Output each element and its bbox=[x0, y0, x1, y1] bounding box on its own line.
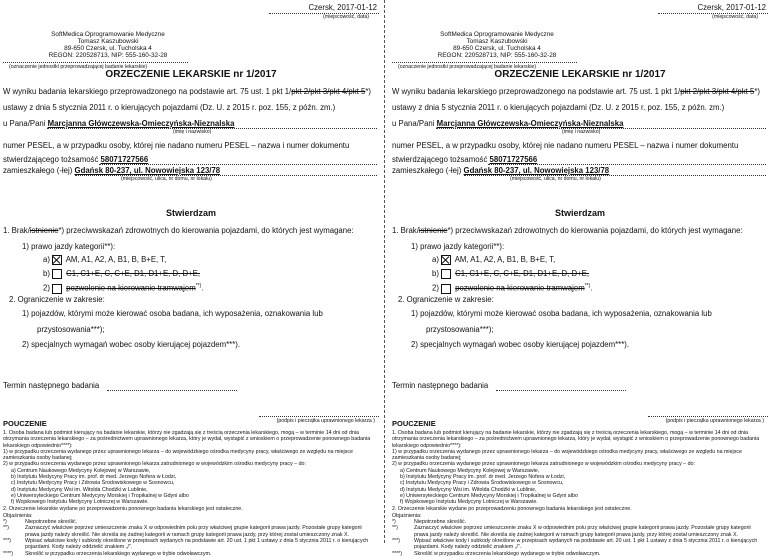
list-item: b) Instytutu Medycyny Pracy im. prof. dr med. Jerzego Nofera w Łodzi, bbox=[11, 474, 177, 481]
notes-body bbox=[392, 430, 766, 557]
item-2-1: 1) pojazdów, którymi może kierować osoba badana, ich wyposażenia, oznakowania lub bbox=[411, 309, 712, 318]
notes-p1: 1. Osoba badana lub podmiot kierujący na badanie lekarskie, którzy nie zgadzają się z treścią orzeczenia lekarskiego, mogą – w terminie 14 dni od dnia otrzymania orzeczenia lekarskiego – za pośrednictwem uprawnionego lekarza, który je wydał, wystąpić z wnioskiem o przeprowadzenie ponownego badania lekarskiego odpowiednio****): bbox=[3, 430, 371, 449]
item-1-1: 1) prawo jazdy kategorii**): bbox=[411, 242, 505, 251]
org-person: Tomasz Kaszubowski bbox=[77, 38, 139, 45]
signature-caption: (podpis i pieczątka uprawnionego lekarza ) bbox=[665, 418, 764, 424]
pesel-line-1: numer PESEL, a w przypadku osoby, której nie nadano numeru PESEL – nazwa i numer dokumentu bbox=[392, 141, 739, 150]
page-divider bbox=[384, 0, 385, 543]
list-item: d) Instytutu Medycyny Wsi im. Witolda Chodźki w Lublinie, bbox=[11, 486, 148, 493]
item-1-2: 2) pozwolenie na kierowanie tramwajem**). bbox=[432, 283, 593, 293]
expl-item: **) Zaznaczyć właściwe poprzez umieszczenie znaku X w odpowiednim polu przy właściwej grupie kategorii prawa jazdy. Pozostałe grupy kategorii prawa jazdy należy skreślić. Nie skreśla się żadnej kategorii w ramach grupy kategorii prawa jazdy, przy której został umieszczony znak X. bbox=[392, 525, 751, 538]
notes-p1-1: 1) w przypadku orzeczenia wydanego przez uprawnionego lekarza – do wojewódzkiego ośrodka medycyny pracy, właściwego ze względu na miejsce zamieszkania osoby badanej; bbox=[392, 448, 742, 462]
place-date: Czersk, 2017-01-12 bbox=[697, 3, 766, 12]
expl-item: ***) Wpisać właściwe kody i subkody określone w przepisach wydanych na podstawie art. 20 ust. 1 pkt 1 ustawy z dnia 5 stycznia 2011 r. o kierujących pojazdami. Kody należy oddzielić znakiem „/”. bbox=[3, 538, 369, 551]
org-name: SoftMedica Oprogramowanie Medyczne bbox=[440, 31, 554, 38]
notes-p2: 2. Orzeczenie lekarskie wydane po przeprowadzeniu ponownego badania lekarskiego jest ostateczne. bbox=[392, 505, 632, 512]
item-2-1-cont: przystosowania***); bbox=[37, 325, 105, 334]
pesel-value: 58071727566 bbox=[100, 155, 149, 164]
intro-line-1: W wyniku badania lekarskiego przeprowadzonego na podstawie art. 75 ust. 1 pkt 1/pkt 2/pkt 3/pkt 4/pkt 5*) bbox=[392, 87, 760, 96]
certificate-copy-left bbox=[3, 0, 379, 557]
next-exam-label: Termin następnego badania bbox=[3, 381, 100, 390]
item-2: 2. Ograniczenie w zakresie: bbox=[9, 295, 105, 304]
pesel-dots bbox=[99, 164, 377, 165]
intro-line-2: ustawy z dnia 5 stycznia 2011 r. o kierujących pojazdami (Dz. U. z 2015 r. poz. 155, z późn. zm.) bbox=[3, 103, 336, 112]
intro-line-2: ustawy z dnia 5 stycznia 2011 r. o kierujących pojazdami (Dz. U. z 2015 r. poz. 155, z późn. zm.) bbox=[392, 103, 725, 112]
notes-p1: 1. Osoba badana lub podmiot kierujący na badanie lekarskie, którzy nie zgadzają się z treścią orzeczenia lekarskiego, mogą – w terminie 14 dni od dnia otrzymania orzeczenia lekarskiego – za pośrednictwem uprawnionego lekarza, który je wydał, wystąpić z wnioskiem o przeprowadzenie ponownego badania lekarskiego odpowiednio****): bbox=[392, 430, 760, 449]
place-date: Czersk, 2017-01-12 bbox=[308, 3, 377, 12]
org-caption: (oznaczenie jednostki przeprowadzającej badanie lekarskie) bbox=[398, 64, 537, 70]
section-title: Stwierdzam bbox=[165, 208, 216, 218]
item-1-1-a: a) AM, A1, A2, A, B1, B, B+E, T, bbox=[432, 255, 556, 265]
notes-body bbox=[3, 430, 377, 557]
org-stamp bbox=[23, 31, 193, 59]
item-2-2: 2) specjalnych wymagań wobec osoby kierującej pojazdem***). bbox=[22, 340, 240, 349]
org-regon: REGON: 220528713, NIP: 555-160-32-28 bbox=[437, 52, 557, 59]
list-item: e) Uniwersyteckiego Centrum Medycyny Morskiej i Tropikalnej w Gdyni albo bbox=[400, 492, 578, 499]
item-1-1: 1) prawo jazdy kategorii**): bbox=[22, 242, 116, 251]
address-value: Gdańsk 80-237, ul. Nowowiejska 123/78 bbox=[74, 166, 221, 175]
org-address: 89-650 Czersk, ul. Tucholska 4 bbox=[453, 45, 541, 52]
item-1-1-b: b) C1, C1+E, C, C+E, D1, D1+E, D, D+E, bbox=[432, 269, 590, 279]
list-item: e) Uniwersyteckiego Centrum Medycyny Morskiej i Tropikalnej w Gdyni albo bbox=[11, 492, 189, 499]
pesel-line-2: stwierdzającego tożsamość 58071727566 bbox=[3, 155, 149, 164]
next-exam-label: Termin następnego badania bbox=[392, 381, 489, 390]
patient-dots bbox=[47, 128, 377, 129]
checkbox-tram[interactable] bbox=[441, 284, 451, 294]
notes-expl-title: Objaśnienia: bbox=[392, 512, 422, 519]
address-line: zamieszkałego (-łej) Gdańsk 80-237, ul. Nowowiejska 123/78 bbox=[392, 166, 610, 175]
notes-p1-list bbox=[392, 468, 766, 506]
document-title: ORZECZENIE LEKARSKIE nr 1/2017 bbox=[494, 69, 666, 80]
checkbox-category-a[interactable] bbox=[52, 255, 62, 265]
place-date-caption: (miejscowość, data) bbox=[323, 14, 369, 20]
checkbox-category-b[interactable] bbox=[441, 269, 451, 279]
item-2: 2. Ograniczenie w zakresie: bbox=[398, 295, 494, 304]
list-item: f) Wojskowego Instytutu Medycyny Lotniczej w Warszawie. bbox=[11, 499, 149, 506]
expl-item: ***) Wpisać właściwe kody i subkody określone w przepisach wydanych na podstawie art. 20 ust. 1 pkt 1 ustawy z dnia 5 stycznia 2011 r. o kierujących pojazdami. Kody należy oddzielić znakiem „/”. bbox=[392, 538, 758, 551]
pesel-line-1: numer PESEL, a w przypadku osoby, której nie nadano numeru PESEL – nazwa i numer dokumentu bbox=[3, 141, 350, 150]
next-exam-line[interactable] bbox=[107, 390, 237, 391]
patient-dots bbox=[436, 128, 766, 129]
address-caption: (miejscowość, ulica, nr domu, nr lokalu) bbox=[510, 176, 601, 182]
item-1: 1. Brak/istnienie*) przeciwwskazań zdrowotnych do kierowania pojazdami, do których jest wymagane: bbox=[3, 226, 354, 235]
checkbox-category-a[interactable] bbox=[441, 255, 451, 265]
section-title: Stwierdzam bbox=[554, 208, 605, 218]
patient-caption: (imię i nazwisko) bbox=[562, 129, 601, 135]
list-item: f) Wojskowego Instytutu Medycyny Lotniczej w Warszawie. bbox=[400, 499, 538, 506]
list-item: a) Centrum Naukowego Medycyny Kolejowej w Warszawie, bbox=[11, 467, 151, 474]
certificate-copy-right bbox=[392, 0, 768, 557]
org-address: 89-650 Czersk, ul. Tucholska 4 bbox=[64, 45, 152, 52]
list-item: c) Instytutu Medycyny Pracy i Zdrowia Środowiskowego w Sosnowcu, bbox=[11, 480, 175, 487]
list-item: c) Instytutu Medycyny Pracy i Zdrowia Środowiskowego w Sosnowcu, bbox=[400, 480, 564, 487]
patient-line: u Pana/Pani Marcjanna Główczewska-Omieczyńska-Nieznalska bbox=[392, 119, 624, 128]
patient-name: Marcjanna Główczewska-Omieczyńska-Nieznalska bbox=[436, 119, 624, 128]
item-1-1-a: a) AM, A1, A2, A, B1, B, B+E, T, bbox=[43, 255, 167, 265]
org-stamp bbox=[412, 31, 582, 59]
expl-item: *) Niepotrzebne skreślić. bbox=[392, 519, 467, 526]
list-item: b) Instytutu Medycyny Pracy im. prof. dr med. Jerzego Nofera w Łodzi, bbox=[400, 474, 566, 481]
expl-item: *) Niepotrzebne skreślić. bbox=[3, 519, 78, 526]
address-caption: (miejscowość, ulica, nr domu, nr lokalu) bbox=[121, 176, 212, 182]
pesel-value: 58071727566 bbox=[489, 155, 538, 164]
patient-name: Marcjanna Główczewska-Omieczyńska-Nieznalska bbox=[47, 119, 235, 128]
notes-p1-list bbox=[3, 468, 377, 506]
notes-title: POUCZENIE bbox=[3, 419, 47, 428]
item-2-1: 1) pojazdów, którymi może kierować osoba badana, ich wyposażenia, oznakowania lub bbox=[22, 309, 323, 318]
notes-p1-2: 2) w przypadku orzeczenia wydanego przez uprawnionego lekarza zatrudnionego w wojewódzkim ośrodku medycyny pracy – do: bbox=[3, 461, 306, 468]
expl-item: **) Zaznaczyć właściwe poprzez umieszczenie znaku X w odpowiednim polu przy właściwej grupie kategorii prawa jazdy. Pozostałe grupy kategorii prawa jazdy należy skreślić. Nie skreśla się żadnej kategorii w ramach grupy kategorii prawa jazdy, przy której został umieszczony znak X. bbox=[3, 525, 362, 538]
expl-item: ****) Skreślić w przypadku orzeczenia lekarskiego wydanego w trybie odwoławczym. bbox=[3, 550, 212, 557]
notes-p2: 2. Orzeczenie lekarskie wydane po przeprowadzeniu ponownego badania lekarskiego jest ostateczne. bbox=[3, 505, 243, 512]
notes-p1-1: 1) w przypadku orzeczenia wydanego przez uprawnionego lekarza – do wojewódzkiego ośrodka medycyny pracy, właściwego ze względu na miejsce zamieszkania osoby badanej; bbox=[3, 448, 353, 462]
org-caption: (oznaczenie jednostki przeprowadzającej badanie lekarskie) bbox=[9, 64, 148, 70]
document-title: ORZECZENIE LEKARSKIE nr 1/2017 bbox=[105, 69, 277, 80]
notes-expl-title: Objaśnienia: bbox=[3, 512, 33, 519]
signature-caption: (podpis i pieczątka uprawnionego lekarza ) bbox=[276, 418, 375, 424]
signature-line bbox=[259, 416, 379, 417]
signature-line bbox=[648, 416, 768, 417]
item-1-1-b: b) C1, C1+E, C, C+E, D1, D1+E, D, D+E, bbox=[43, 269, 201, 279]
org-line bbox=[392, 62, 577, 63]
next-exam-line[interactable] bbox=[496, 390, 626, 391]
checkbox-category-b[interactable] bbox=[52, 269, 62, 279]
place-date-caption: (miejscowość, data) bbox=[712, 14, 758, 20]
intro-line-1: W wyniku badania lekarskiego przeprowadzonego na podstawie art. 75 ust. 1 pkt 1/pkt 2/pkt 3/pkt 4/pkt 5*) bbox=[3, 87, 371, 96]
notes-title: POUCZENIE bbox=[392, 419, 436, 428]
address-line: zamieszkałego (-łej) Gdańsk 80-237, ul. Nowowiejska 123/78 bbox=[3, 166, 221, 175]
org-name: SoftMedica Oprogramowanie Medyczne bbox=[51, 31, 165, 38]
address-value: Gdańsk 80-237, ul. Nowowiejska 123/78 bbox=[463, 166, 610, 175]
org-person: Tomasz Kaszubowski bbox=[466, 38, 528, 45]
item-1: 1. Brak/istnienie*) przeciwwskazań zdrowotnych do kierowania pojazdami, do których jest wymagane: bbox=[392, 226, 743, 235]
patient-line: u Pana/Pani Marcjanna Główczewska-Omieczyńska-Nieznalska bbox=[3, 119, 235, 128]
list-item: d) Instytutu Medycyny Wsi im. Witolda Chodźki w Lublinie, bbox=[400, 486, 537, 493]
pesel-line-2: stwierdzającego tożsamość 58071727566 bbox=[392, 155, 538, 164]
patient-caption: (imię i nazwisko) bbox=[173, 129, 212, 135]
notes-p1-2: 2) w przypadku orzeczenia wydanego przez uprawnionego lekarza zatrudnionego w wojewódzkim ośrodku medycyny pracy – do: bbox=[392, 461, 695, 468]
pesel-dots bbox=[488, 164, 766, 165]
checkbox-tram[interactable] bbox=[52, 284, 62, 294]
list-item: a) Centrum Naukowego Medycyny Kolejowej w Warszawie, bbox=[400, 467, 540, 474]
org-regon: REGON: 220528713, NIP: 555-160-32-28 bbox=[48, 52, 168, 59]
item-1-2: 2) pozwolenie na kierowanie tramwajem**). bbox=[43, 283, 204, 293]
item-2-2: 2) specjalnych wymagań wobec osoby kierującej pojazdem***). bbox=[411, 340, 629, 349]
expl-item: ****) Skreślić w przypadku orzeczenia lekarskiego wydanego w trybie odwoławczym. bbox=[392, 550, 601, 557]
org-line bbox=[3, 62, 188, 63]
item-2-1-cont: przystosowania***); bbox=[426, 325, 494, 334]
